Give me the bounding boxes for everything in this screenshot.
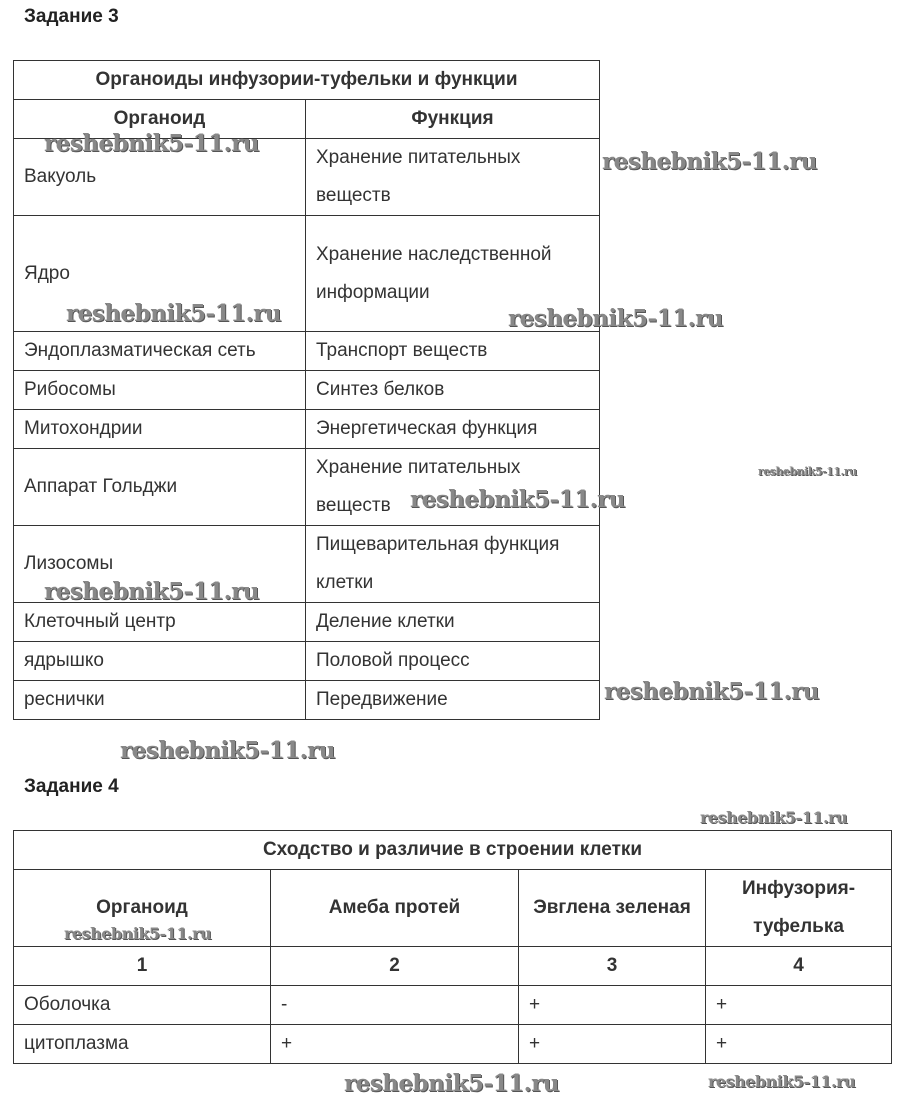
- organoid-cell: Эндоплазматическая сеть: [14, 332, 306, 371]
- table-row: [14, 642, 600, 681]
- value-cell: +: [706, 1025, 892, 1064]
- column-header: Амеба протей: [271, 870, 519, 947]
- watermark: reshebnik5-11.ru: [602, 148, 817, 175]
- column-header: Эвглена зеленая: [519, 870, 706, 947]
- watermark: reshebnik5-11.ru: [64, 924, 212, 943]
- function-cell: Транспорт веществ: [306, 332, 600, 371]
- organoids-table: [13, 60, 600, 720]
- table-title: Органоиды инфузории-туфельки и функции: [14, 61, 600, 100]
- table-row: [14, 332, 600, 371]
- organoid-cell: Аппарат Гольджи: [14, 449, 306, 526]
- value-cell: +: [271, 1025, 519, 1064]
- organoid-cell: Ядро: [14, 216, 306, 332]
- column-number: 1: [14, 947, 271, 986]
- organoid-cell: Рибосомы: [14, 371, 306, 410]
- column-header: Функция: [306, 100, 600, 139]
- task3-heading: Задание 3: [24, 6, 119, 27]
- comparison-table: [13, 830, 892, 1064]
- value-cell: -: [271, 986, 519, 1025]
- column-header: Инфузория-туфелька: [706, 870, 892, 947]
- value-cell: +: [519, 986, 706, 1025]
- table-row: [14, 410, 600, 449]
- column-header: Органоид: [14, 100, 306, 139]
- organoid-cell: Оболочка: [14, 986, 271, 1025]
- table-row: [14, 681, 600, 720]
- function-cell: Энергетическая функция: [306, 410, 600, 449]
- watermark: reshebnik5-11.ru: [708, 1072, 856, 1091]
- function-cell: Деление клетки: [306, 603, 600, 642]
- watermark: reshebnik5-11.ru: [344, 1070, 559, 1097]
- function-cell: Хранение питательных веществ: [306, 139, 600, 216]
- function-cell: Хранение наследственной информации: [306, 216, 600, 332]
- watermark: reshebnik5-11.ru: [120, 737, 335, 764]
- function-cell: Пищеварительная функция клетки: [306, 526, 600, 603]
- watermark: reshebnik5-11.ru: [44, 578, 259, 605]
- watermark: reshebnik5-11.ru: [700, 808, 848, 827]
- task4-heading: Задание 4: [24, 776, 119, 797]
- organoid-cell: ядрышко: [14, 642, 306, 681]
- function-cell: Половой процесс: [306, 642, 600, 681]
- table-row: [14, 603, 600, 642]
- table-row: [14, 986, 892, 1025]
- function-cell: Передвижение: [306, 681, 600, 720]
- organoid-cell: Вакуоль: [14, 139, 306, 216]
- column-number: 2: [271, 947, 519, 986]
- organoid-cell: цитоплазма: [14, 1025, 271, 1064]
- organoid-cell: Лизосомы: [14, 526, 306, 603]
- watermark: reshebnik5-11.ru: [66, 300, 281, 327]
- function-cell: Хранение питательных веществ: [306, 449, 600, 526]
- organoid-cell: Митохондрии: [14, 410, 306, 449]
- watermark: reshebnik5-11.ru: [410, 486, 625, 513]
- watermark: reshebnik5-11.ru: [508, 305, 723, 332]
- column-number: 4: [706, 947, 892, 986]
- table-row: [14, 371, 600, 410]
- watermark: reshebnik5-11.ru: [758, 465, 857, 478]
- table-title: Сходство и различие в строении клетки: [14, 831, 892, 870]
- table-row: [14, 1025, 892, 1064]
- column-number: 3: [519, 947, 706, 986]
- value-cell: +: [706, 986, 892, 1025]
- value-cell: +: [519, 1025, 706, 1064]
- organoid-cell: реснички: [14, 681, 306, 720]
- watermark: reshebnik5-11.ru: [604, 678, 819, 705]
- column-header: Органоид: [14, 870, 271, 947]
- function-cell: Синтез белков: [306, 371, 600, 410]
- organoid-cell: Клеточный центр: [14, 603, 306, 642]
- watermark: reshebnik5-11.ru: [44, 130, 259, 157]
